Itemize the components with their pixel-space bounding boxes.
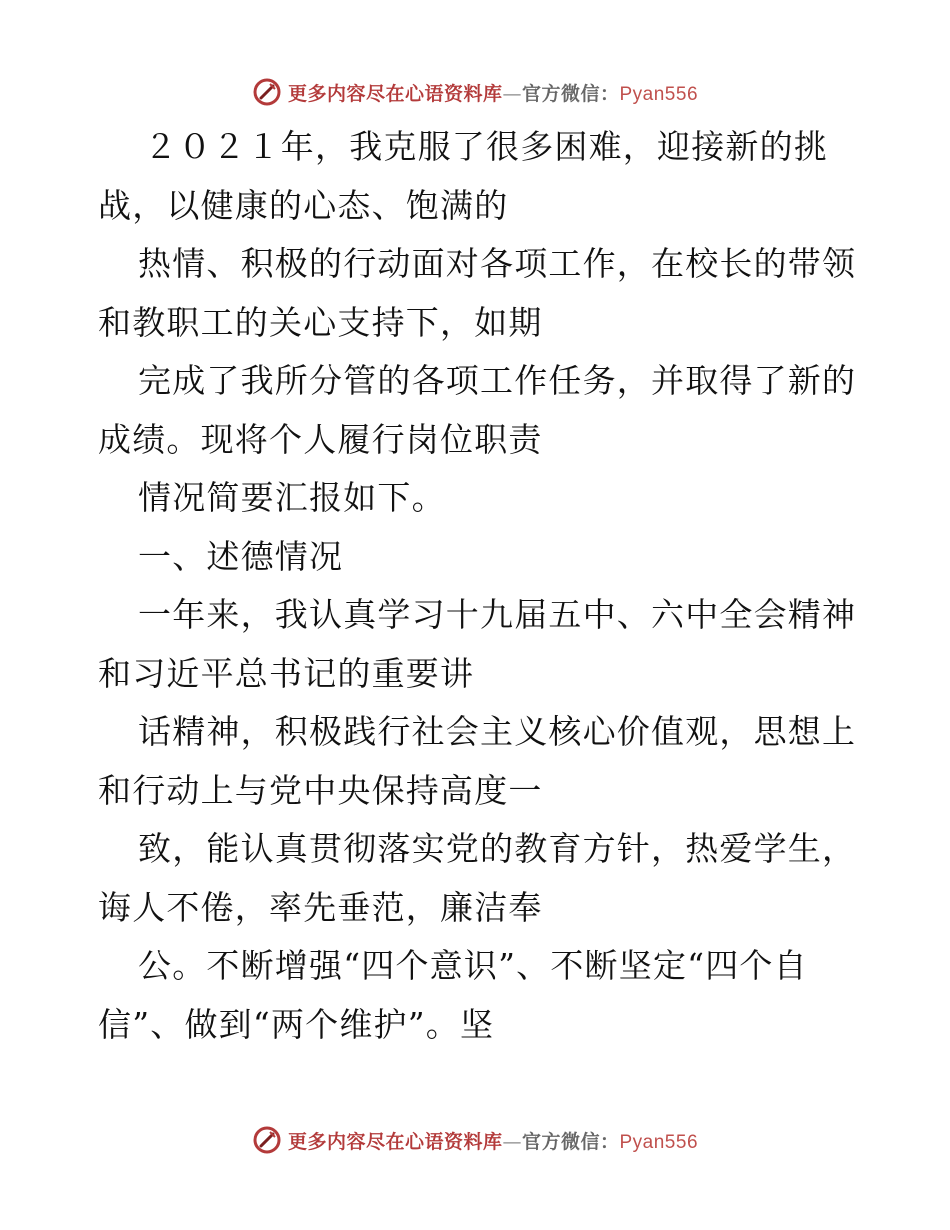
header-watermark [0,72,950,112]
text-line: 和教职工的关心支持下，如期 [98,302,543,342]
text-line: 热情、积极的行动面对各项工作，在校长的带领 [138,244,857,283]
footer-watermark [0,1120,950,1160]
document-body [98,118,858,1054]
text-line: 战，以健康的心态、饱满的 [98,185,509,225]
watermark-title: 更多内容尽在心语资料库 [287,1130,503,1153]
text-line: 成绩。现将个人履行岗位职责 [98,419,543,459]
text-line: ２０２１年，我克服了很多困难，迎接新的挑 [144,127,828,166]
watermark-dash: — [502,1130,522,1153]
watermark-wechat-label: 官方微信： [521,1130,620,1153]
logo-icon [252,1125,282,1155]
text-line: 和行动上与党中央保持高度一 [98,770,543,810]
text-line: 话精神，积极践行社会主义核心价值观，思想上 [138,712,857,751]
text-line: 信”、做到“两个维护”。坚 [98,1004,495,1044]
text-line: 致，能认真贯彻落实党的教育方针，热爱学生， [138,829,857,868]
section-heading: 一、述德情况 [138,536,344,576]
watermark-wechat-id: Pyan556 [619,1131,699,1153]
watermark-wechat-label: 官方微信： [521,82,620,105]
logo-icon [252,77,282,107]
text-line: 一年来，我认真学习十九届五中、六中全会精神 [138,595,857,634]
text-line: 诲人不倦，率先垂范，廉洁奉 [98,887,543,927]
watermark-dash: — [502,82,522,105]
text-line: 公。不断增强“四个意识”、不断坚定“四个自 [138,946,808,985]
text-line: 情况简要汇报如下。 [138,478,446,517]
text-line: 和习近平总书记的重要讲 [98,653,475,693]
watermark-title: 更多内容尽在心语资料库 [287,82,503,105]
text-line: 完成了我所分管的各项工作任务，并取得了新的 [138,361,857,400]
watermark-wechat-id: Pyan556 [619,83,699,105]
